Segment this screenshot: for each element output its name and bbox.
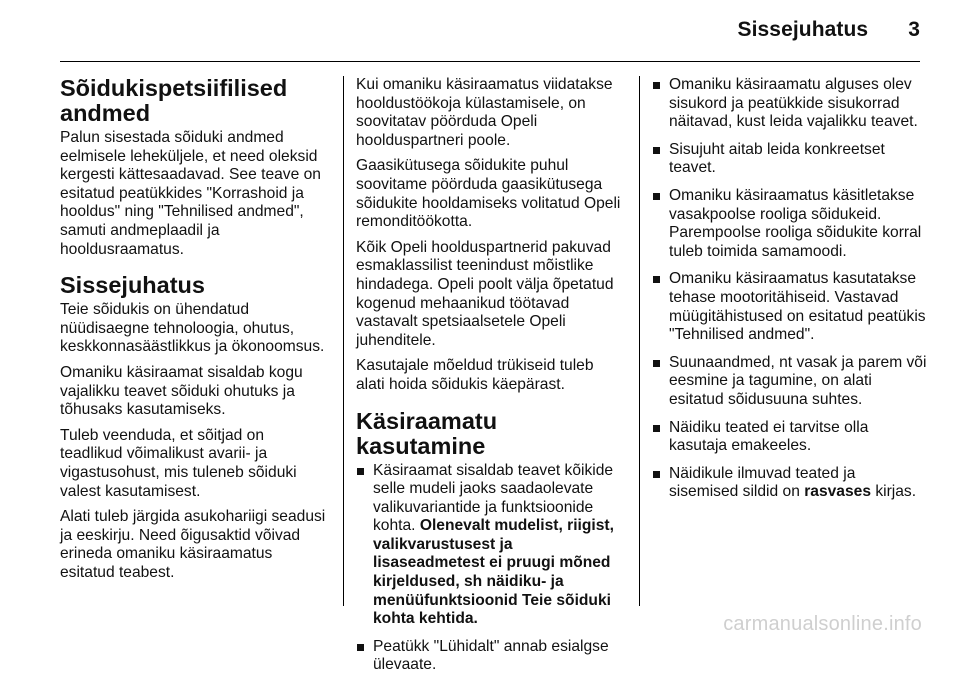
paragraph-intro-3: Tuleb veenduda, et sõitjad on teadlikud võimalikust avarii- ja vigastusohust, mis tuleneb sõiduki valest kasutamisest. (60, 426, 297, 500)
bold-note: Olenevalt mudelist, riigist, valikvarustusest ja lisaseadmetest ei pruugi mõned kirjeldused, sh näidiku- ja menüüfunktsioonid Teie sõiduki kohta kehtida. (373, 517, 614, 628)
bullet-list-middle (356, 462, 626, 676)
list-item: Omaniku käsiraamatus käsitletakse vasakpoolse rooliga sõidukeid. Parempoolse rooliga sõidukite korral tuleb toimida samamoodi. (652, 187, 927, 261)
paragraph-service-partners: Kõik Opeli hoolduspartnerid pakuvad esmaklassilist teenindust mõistlike hindadega. Opeli poolt välja õpetatud kogenud mehaanikud töötavad vastavalt spetsiaalsetele Opeli juhenditele. (356, 238, 614, 349)
paragraph-gas-vehicles: Gaasikütusega sõidukite puhul soovitame pöörduda gaasikütusega sõidukite hooldamiseks volitatud Opeli remonditöökotta. (356, 157, 621, 231)
paragraph-keep-handy: Kasutajale mõeldud trükiseid tuleb alati hoida sõidukis käepärast. (356, 357, 594, 393)
heading-introduction: Sissejuhatus (60, 272, 205, 299)
bullet-list-right (652, 76, 927, 502)
list-item: Suunaandmed, nt vasak ja parem või eesmine ja tagumine, on alati esitatud sõidusuuna suhtes. (652, 354, 927, 410)
column-divider (639, 76, 640, 606)
paragraph-workshop: Kui omaniku käsiraamatus viidatakse hooldustöökoja külastamisele, on soovitatav pöörduda Opeli hoolduspartneri poole. (356, 76, 613, 149)
header-title: Sissejuhatus (737, 18, 869, 41)
page-number: 3 (908, 18, 920, 41)
paragraph-vehicle-data: Palun sisestada sõiduki andmed eelmisele leheküljele, et need oleksid kergesti kättesaadavad. See teave on esitatud peatükkides "Korrashoid ja hooldus" ning "Tehnilised andmed", samuti andmeplaadil ja hooldusraamatus. (60, 129, 321, 258)
column-divider (343, 76, 344, 606)
paragraph-intro-4: Alati tuleb järgida asukohariigi seadusi ja eeskirju. Need õigusaktid võivad erineda omaniku käsiraamatus esitatud teabest. (60, 508, 326, 581)
heading-using-manual: Käsiraamatu kasutamine (356, 407, 498, 459)
list-item: Käsiraamat sisaldab teavet kõikide selle mudeli jaoks saadaolevate valikuvariantide ja funktsioonide kohta. Olenevalt mudelist, riigist, valikvarustusest ja lisaseadmetest ei pruugi mõned kirjeldused, sh näidiku- ja menüüfunktsioonid Teie sõiduki kohta kehtida. (356, 462, 626, 629)
list-item: Omaniku käsiraamatu alguses olev sisukord ja peatükkide sisukorrad näitavad, kust leida vajalikku teavet. (652, 76, 927, 132)
paragraph-intro-2: Omaniku käsiraamat sisaldab kogu vajalikku teavet sõiduki ohutuks ja tõhusaks kasutamiseks. (60, 363, 303, 419)
header-rule (60, 61, 920, 62)
column-middle (356, 76, 626, 684)
watermark: carmanualsonline.info (723, 613, 922, 635)
list-item: Näidiku teated ei tarvitse olla kasutaja emakeeles. (652, 419, 927, 456)
paragraph-intro-1: Teie sõidukis on ühendatud nüüdisaegne tehnoloogia, ohutus, keskkonnasäästlikkus ja ökonoomsus. (60, 301, 325, 356)
list-item: Peatükk "Lühidalt" annab esialgse ülevaate. (356, 638, 626, 675)
running-header (737, 18, 920, 42)
list-item: Omaniku käsiraamatus kasutatakse tehase mootoritähiseid. Vastavad müügitähistused on esitatud peatükis "Tehnilised andmed". (652, 270, 927, 344)
column-left (60, 76, 330, 589)
list-item: Näidikule ilmuvad teated ja sisemised sildid on rasvases kirjas. (652, 465, 927, 502)
list-item: Sisujuht aitab leida konkreetset teavet. (652, 141, 927, 178)
column-right (652, 76, 927, 511)
bold-word: rasvases (804, 483, 871, 501)
heading-vehicle-data: Sõidukispetsiifilised andmed (60, 75, 288, 126)
